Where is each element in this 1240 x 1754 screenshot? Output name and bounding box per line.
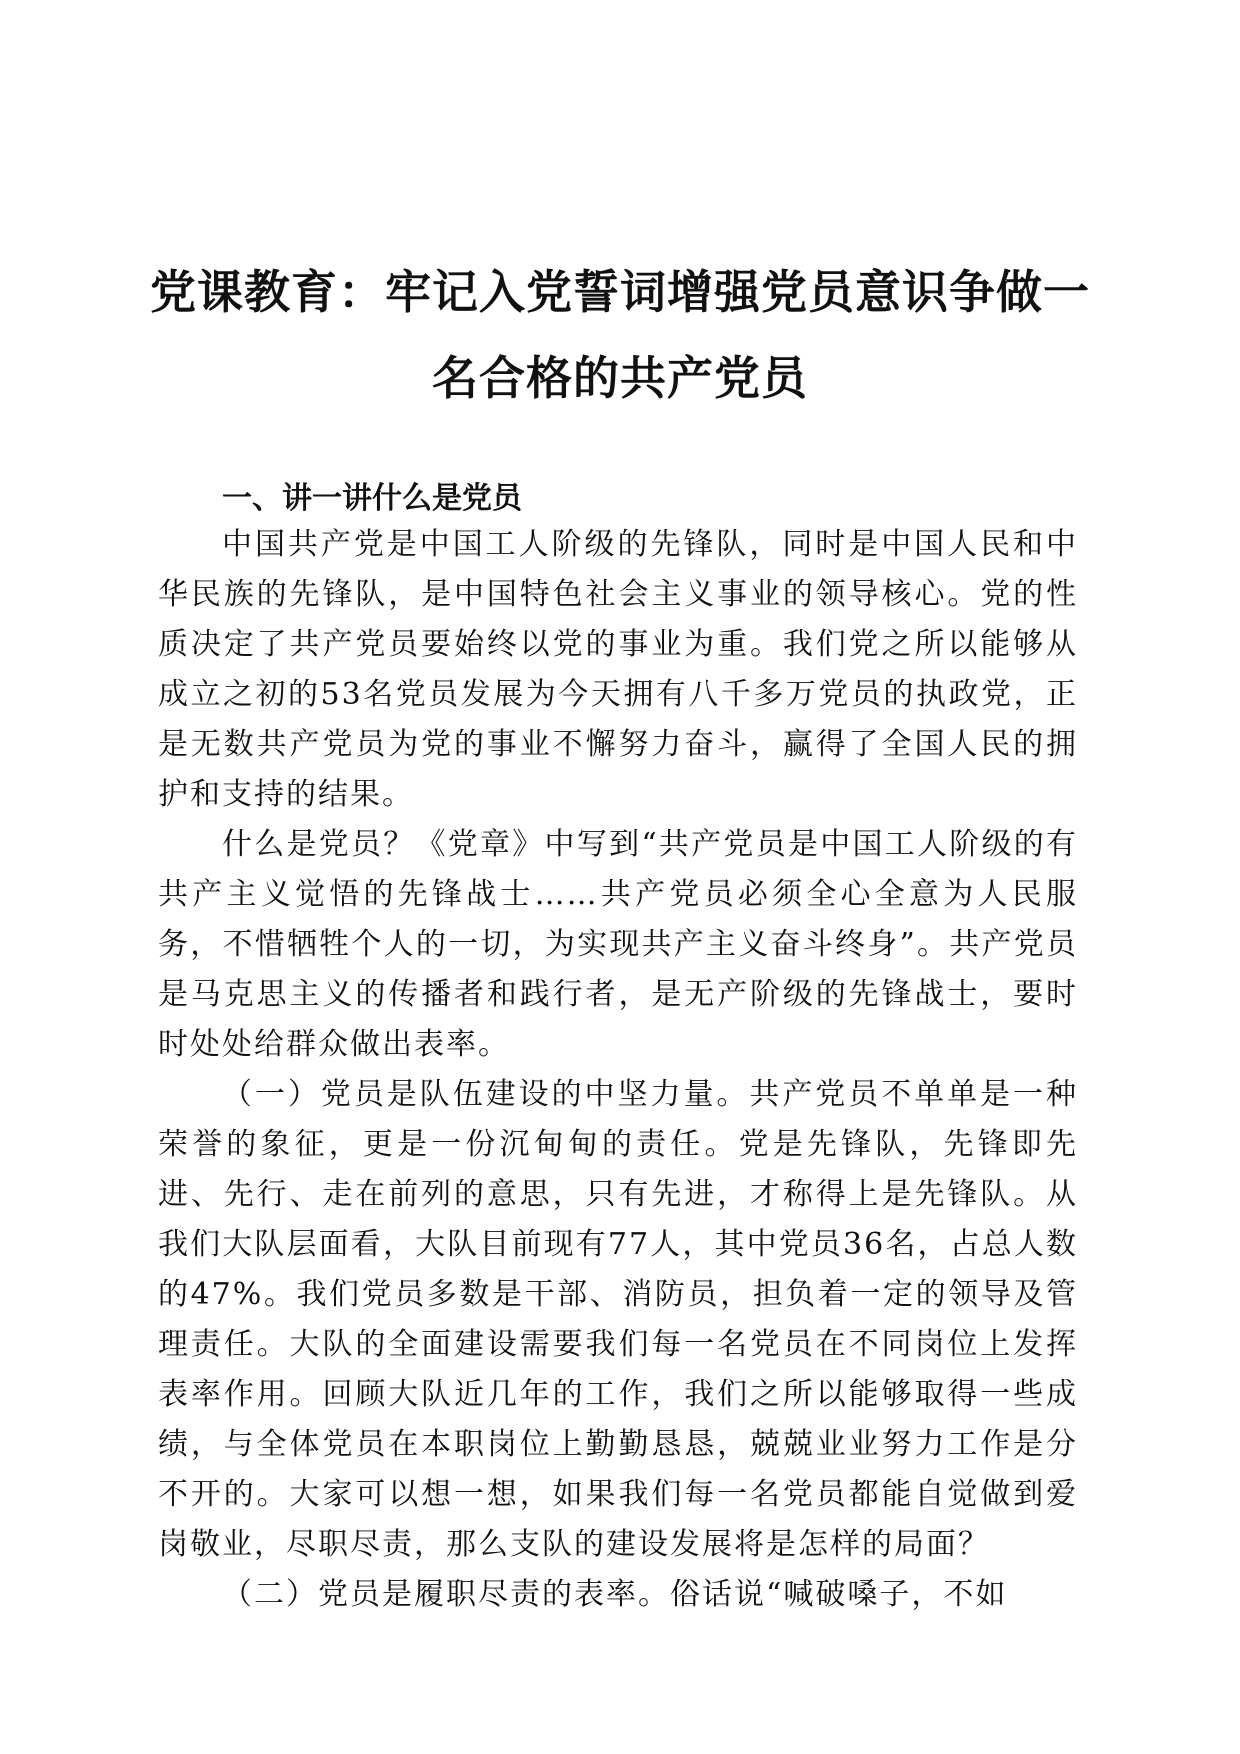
paragraph-1: 中国共产党是中国工人阶级的先锋队，同时是中国人民和中华民族的先锋队，是中国特色社会主义事业的领导核心。党的性质决定了共产党员要始终以党的事业为重。我们党之所以能够从成立之初的53名党员发展为今天拥有八千多万党员的执政党，正是无数共产党员为党的事业不懈努力奋斗，赢得了全国人民的拥护和支持的结果。 (158, 527, 1078, 812)
paragraph-4 (158, 1570, 1078, 1620)
subsection-heading-1: （一）党员是队伍建设的中坚力量。 (222, 1077, 750, 1112)
document-title-line-1: 党课教育：牢记入党誓词增强党员意识争做一 (150, 265, 1090, 319)
document-title-line-2: 名合格的共产党员 (432, 351, 808, 405)
paragraph-4-text: 俗话说“喊破嗓子，不如 (670, 1577, 1008, 1612)
paragraph-2: 什么是党员？《党章》中写到“共产党员是中国工人阶级的有共产主义觉悟的先锋战士……共产党员必须全心全意为人民服务，不惜牺牲个人的一切，为实现共产主义奋斗终身”。共产党员是马克思主义的传播者和践行者，是无产阶级的先锋战士，要时时处处给群众做出表率。 (158, 827, 1078, 1062)
section-heading-1: 一、讲一讲什么是党员 (222, 481, 522, 516)
paragraph-3-text: 共产党员不单单是一种荣誉的象征，更是一份沉甸甸的责任。党是先锋队，先锋即先进、先行、走在前列的意思，只有先进，才称得上是先锋队。从我们大队层面看，大队目前现有77人，其中党员36名，占总人数的47%。我们党员多数是干部、消防员，担负着一定的领导及管理责任。大队的全面建设需要我们每一名党员在不同岗位上发挥表率作用。回顾大队近几年的工作，我们之所以能够取得一些成绩，与全体党员在本职岗位上勤勤恳恳，兢兢业业努力工作是分不开的。大家可以想一想，如果我们每一名党员都能自觉做到爱岗敬业，尽职尽责，那么支队的建设发展将是怎样的局面？ (158, 1077, 1078, 1562)
paragraph-3 (158, 1070, 1078, 1570)
document-body (158, 520, 1078, 1620)
subsection-heading-2: （二）党员是履职尽责的表率。 (222, 1577, 670, 1612)
